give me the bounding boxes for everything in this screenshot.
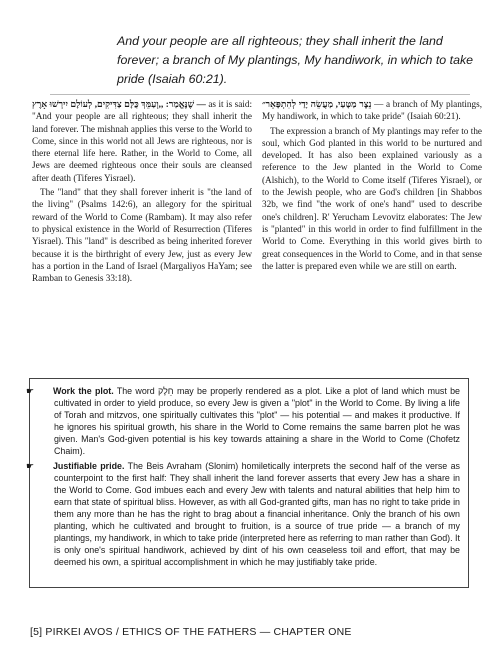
section-text: The word חֵלֶק may be properly rendered as a plot. Like a plot of land which must be cultivated in order to yield produce, so every Jew is given a "plot" in the World to Come. By living a life of Torah and mitzvos, one spiritually cultivates this "plot" — his potential — and makes it productive. If he ignores his spiritual growth, his share in the World to Come remains the same barren plot he was given. Man's God-given potential is his key towards attaining a share in the World to Come (Chofetz Chaim). [54, 386, 460, 456]
divider [50, 94, 470, 95]
hebrew-lead-left: — שֶׁנֶּאֱמַר: ,,וְעַמֵּךְ כֻּלָּם צַדִּיקִים, לְעוֹלָם יִירְשׁוּ אָרֶץ [32, 99, 206, 109]
right-col-paragraph-1 [262, 98, 482, 123]
right-col-lead-text: — a branch of My plantings, My handiwork, in which to take pride" (Isaiah 60:21). [262, 99, 482, 122]
insight-section-work-the-plot [26, 385, 460, 457]
left-col-text-1: as it is said: "And your people are all righteous; they shall inherit the land forever. The mishnah applies this verse to the World to Come, since in this world not all Jews are righteous, nor is there eternal life here. Rather, in the World to Come, all Jews are deemed righteous once their souls are cleansed after death (Tiferes Yisrael). [32, 99, 253, 183]
page-footer: [5] PIRKEI AVOS / ETHICS OF THE FATHERS — CHAPTER ONE [30, 626, 352, 638]
left-col-paragraph-1 [32, 98, 252, 184]
insight-section-justifiable-pride [26, 460, 460, 568]
commentary-left-column [32, 98, 252, 286]
section-title: Justifiable pride. [53, 461, 125, 471]
right-col-paragraph-2: The expression a branch of My plantings may refer to the soul, which God planted in this world to be nurtured and developed. It has also been explained variously as a reference to the Jew planted in the World to Come (Alshich), to the World to Come itself (Tiferes Yisrael), or to the Jewish people, who are God's children [in Shabbos 32b, we find "the work of one's hand" used to describe one's children]. R' Yerucham Levovitz elaborates: The Jew is "planted" in this world in order to find fulfillment in the World to Come. Everything in this world gives birth to great consequences in the World to Come, and in that sense the latter is prepared even while we are still on earth. [262, 125, 482, 271]
epigraph-verse: And your people are all righteous; they shall inherit the land forever; a branch of My plantings, My handiwork, in which to take pride (Isaiah 60:21). [117, 34, 474, 86]
section-text: The Beis Avraham (Slonim) homiletically interprets the second half of the verse as counterpoint to the first half: They shall inherit the land forever asserts that every Jew has a share in the World to Come. God imbues each and every Jew with talents and natural abilities that help him to earn that state of spiritual bliss. However, as with all God-granted gifts, man has no right to take pride in them any more than he has the right to brag about a financial inheritance. Only the branch of his own planting, which he cultivated and brought to fruition, is a source of true pride — a branch of my plantings, my handiwork, in which to take pride (interpreted here as referring to man rather than God). It is only one's spiritual handiwork, achieved by dint of his own ceaseless toil and effort, that may be deemed his own, a spiritual accomplishment in which he may justifiably take pride. [54, 461, 460, 567]
commentary-right-column [262, 98, 482, 274]
insight-box [26, 378, 469, 588]
left-col-paragraph-2: The "land" that they shall forever inherit is "the land of the living" (Psalms 142:6), an allegory for the spiritual reward of the World to Come (Rambam). It may also refer to physical existence in the World of Resurrection (Tiferes Yisrael). This "land" is described as being inherited forever because it is the birthright of every Jew, just as every Jew has a portion in the Land of Israel (Margaliyos HaYam; see Ramban to Genesis 33:18). [32, 187, 252, 284]
section-title: Work the plot. [53, 386, 114, 396]
pointing-hand-icon: ☛ [26, 461, 35, 471]
pointing-hand-icon: ☛ [26, 386, 35, 396]
hebrew-lead-right: נֵצֶר מַטָּעַי, מַעֲשֵׂה יָדַי לְהִתְפָּאֵר״ [262, 99, 372, 109]
